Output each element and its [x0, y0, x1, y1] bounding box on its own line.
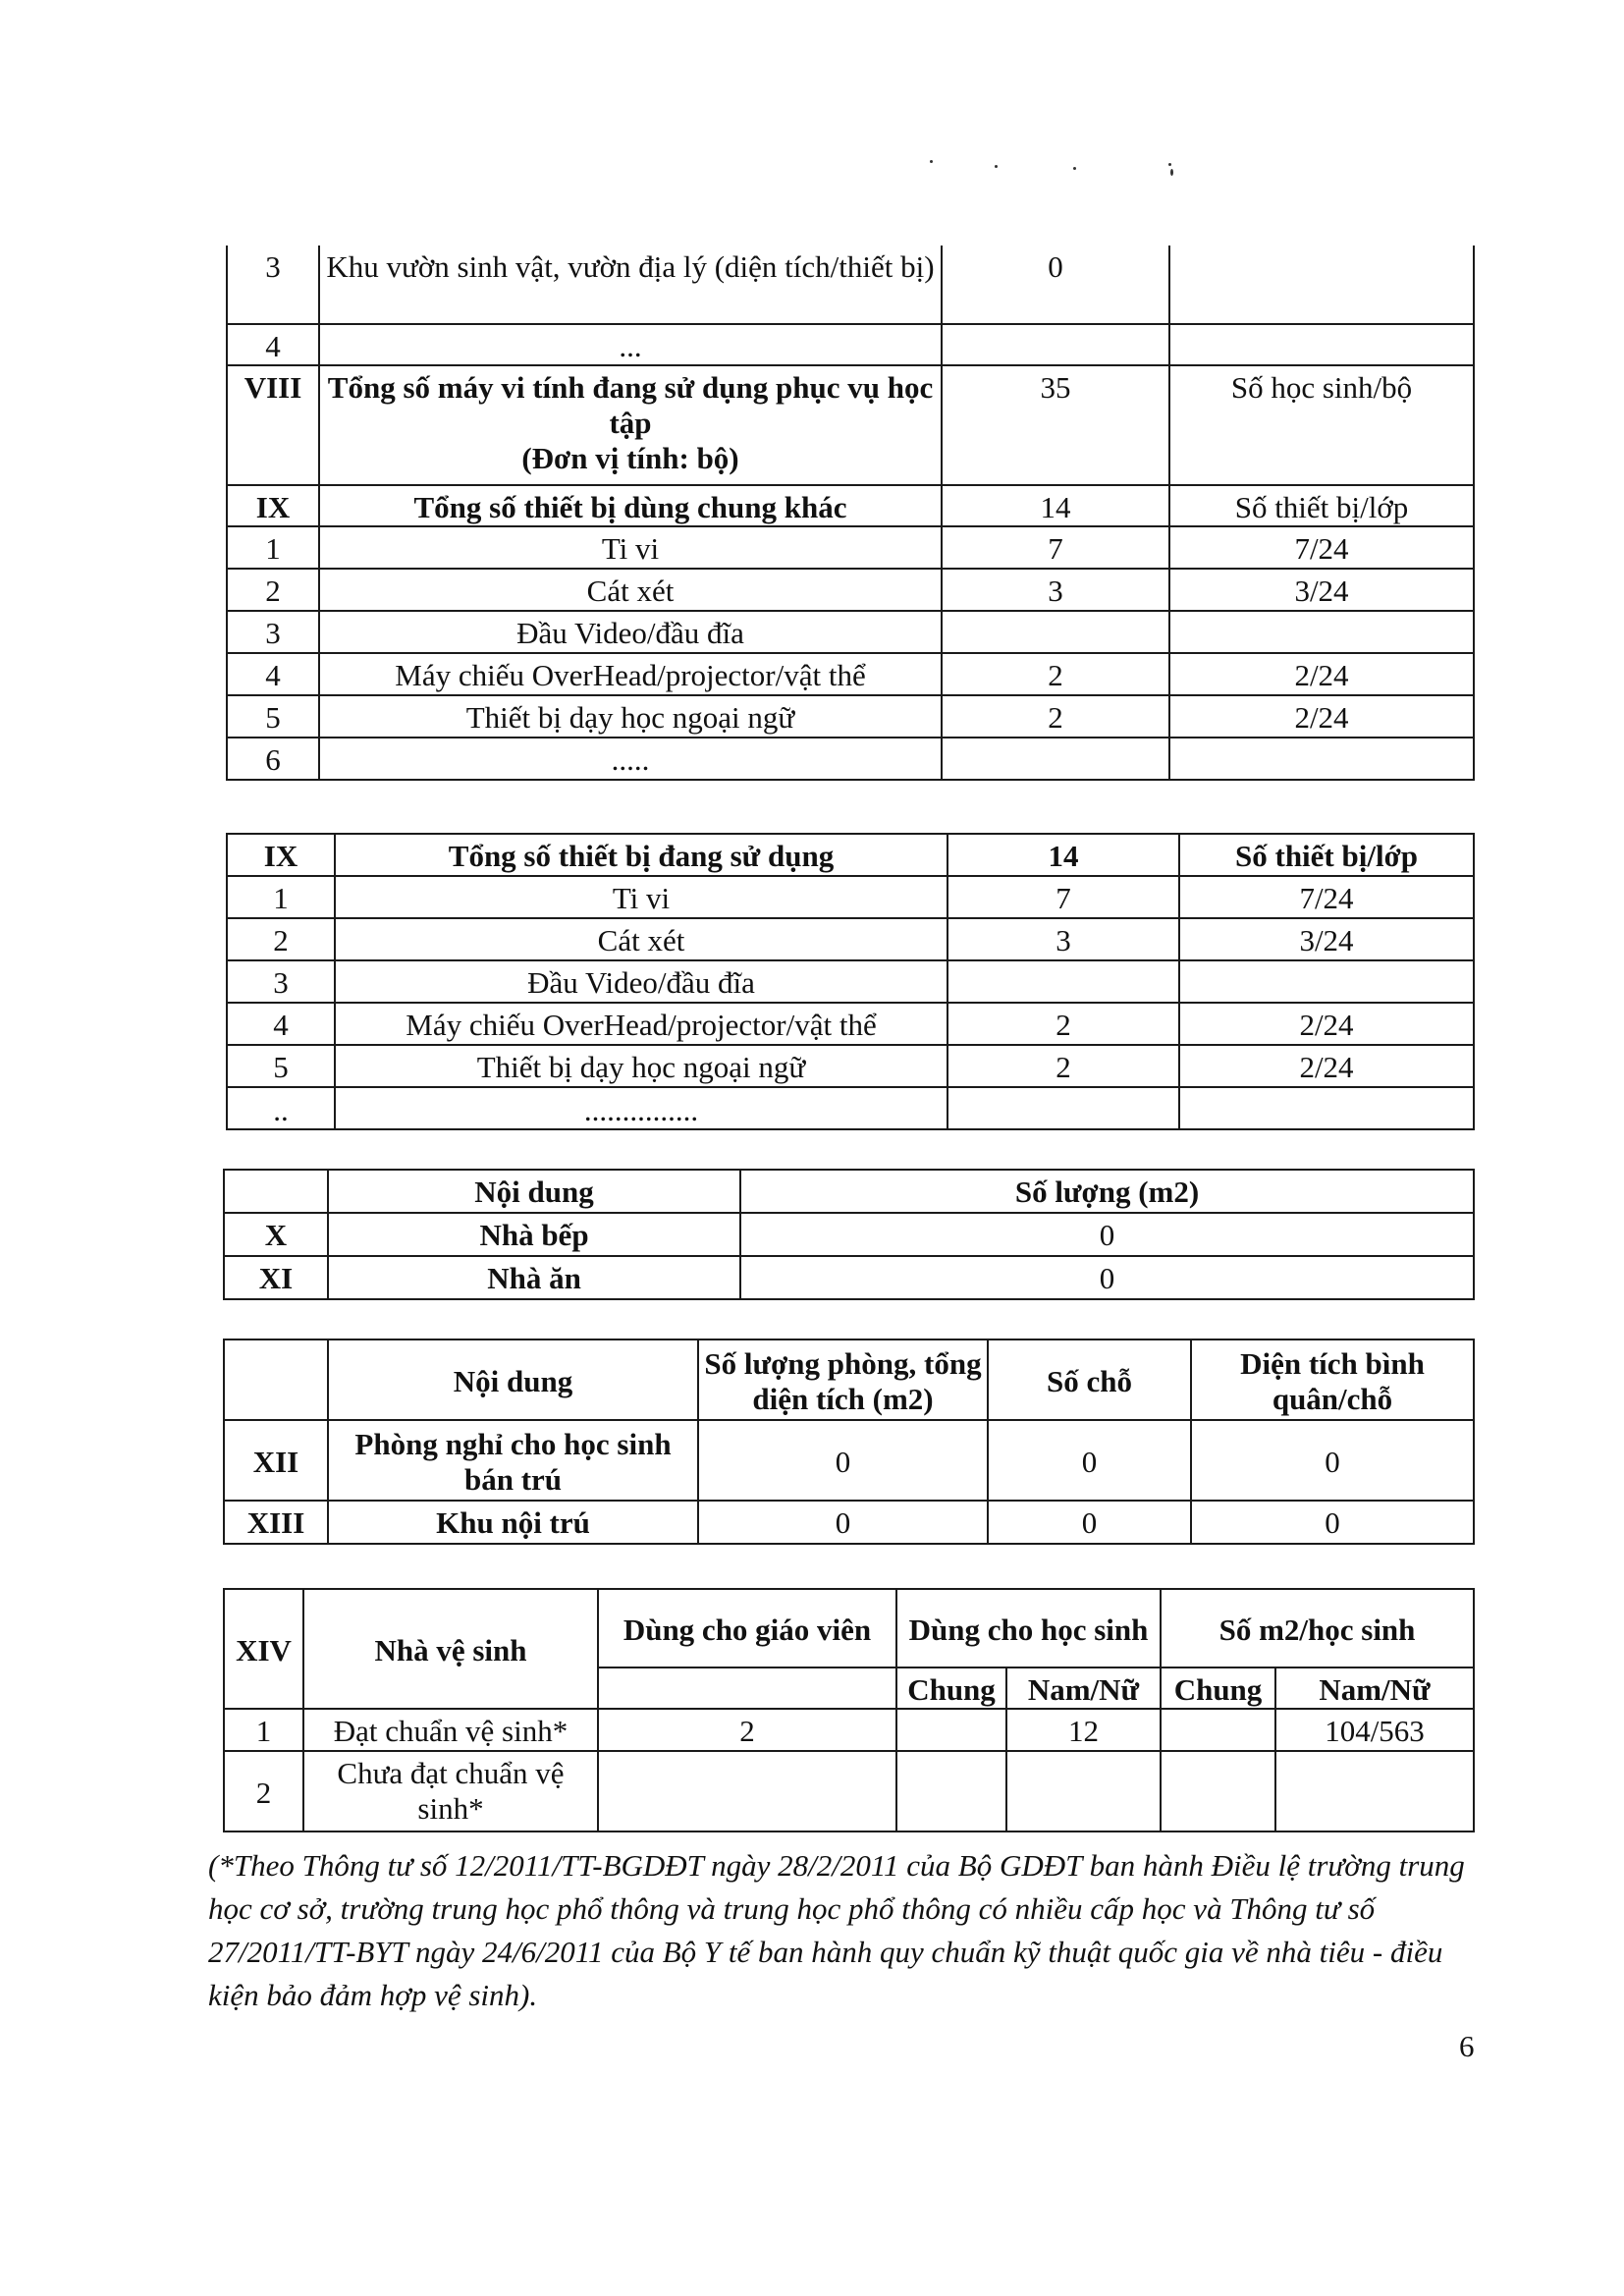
row-number: 1 — [224, 1709, 303, 1751]
header-content: Tổng số thiết bị đang sử dụng — [335, 834, 947, 876]
table-header-row — [227, 834, 1474, 876]
row-quantity: 14 — [942, 485, 1169, 526]
row-student-male-female — [1006, 1751, 1161, 1831]
scan-speck — [1168, 163, 1171, 166]
table-row — [227, 246, 1474, 324]
row-content: Cát xét — [335, 918, 947, 960]
footnote: (*Theo Thông tư số 12/2011/TT-BGDĐT ngày 28/2/2011 của Bộ GDĐT ban hành Điều lệ trường trung học cơ sở, trường trung học phổ thông và trung học phổ thông có nhiều cấp học và Thông tư số 27/2011/TT-BYT ngày 24/6/2011 của Bộ Y tế ban hành quy chuẩn kỹ thuật quốc gia về nhà tiêu - điều kiện bảo đảm hợp vệ sinh). — [208, 1848, 1465, 2012]
table-row — [227, 695, 1474, 738]
row-content: Thiết bị dạy học ngoại ngữ — [335, 1045, 947, 1087]
scan-speck — [1073, 167, 1076, 170]
header-student: Dùng cho học sinh — [896, 1589, 1161, 1667]
row-quantity — [942, 324, 1169, 365]
row-number: VIII — [227, 365, 319, 485]
table-row — [227, 1045, 1474, 1087]
row-content: Phòng nghỉ cho học sinh bán trú — [328, 1420, 698, 1501]
subheader-teacher-empty — [598, 1667, 896, 1709]
equipment-in-use-table — [226, 833, 1475, 1130]
row-rooms: 0 — [698, 1420, 988, 1501]
table-row — [227, 653, 1474, 695]
table-row — [224, 1501, 1474, 1544]
row-content: Khu vườn sinh vật, vườn địa lý (diện tích/thiết bị) — [319, 246, 942, 324]
row-quantity — [947, 960, 1179, 1003]
table-row — [227, 569, 1474, 611]
table-row — [227, 611, 1474, 653]
row-content-main: Tổng số máy vi tính đang sử dụng phục vụ học tập — [327, 370, 934, 440]
table-row — [227, 1087, 1474, 1129]
row-ratio: 3/24 — [1179, 918, 1474, 960]
table-row — [224, 1751, 1474, 1831]
boarding-table — [223, 1339, 1475, 1545]
table-header-row — [224, 1170, 1474, 1213]
row-ratio: 7/24 — [1179, 876, 1474, 918]
header-teacher: Dùng cho giáo viên — [598, 1589, 896, 1667]
toilets-table — [223, 1588, 1475, 1832]
scan-speck — [995, 165, 998, 168]
row-number: 1 — [227, 526, 319, 569]
subheader-m2-common: Chung — [1161, 1667, 1275, 1709]
table-row — [227, 526, 1474, 569]
row-content: Ti vi — [319, 526, 942, 569]
header-number: XIV — [224, 1589, 303, 1709]
scan-speck — [930, 160, 933, 163]
row-ratio — [1169, 611, 1474, 653]
row-ratio: 3/24 — [1169, 569, 1474, 611]
row-number: 3 — [227, 611, 319, 653]
row-quantity: 2 — [947, 1045, 1179, 1087]
table-row — [227, 876, 1474, 918]
row-student-common — [896, 1751, 1006, 1831]
row-content: Đạt chuẩn vệ sinh* — [303, 1709, 598, 1751]
row-ratio — [1179, 1087, 1474, 1129]
table-row — [227, 1003, 1474, 1045]
row-ratio: 2/24 — [1179, 1045, 1474, 1087]
row-number: 5 — [227, 1045, 335, 1087]
row-number: 4 — [227, 653, 319, 695]
table-header-row — [224, 1339, 1474, 1420]
row-teacher: 2 — [598, 1709, 896, 1751]
header-quantity: Số lượng (m2) — [740, 1170, 1474, 1213]
row-number: 1 — [227, 876, 335, 918]
row-quantity: 7 — [947, 876, 1179, 918]
header-seats: Số chỗ — [988, 1339, 1191, 1420]
row-teacher — [598, 1751, 896, 1831]
table-header-row — [224, 1589, 1474, 1667]
row-ratio — [1179, 960, 1474, 1003]
row-quantity: 0 — [740, 1256, 1474, 1299]
row-student-male-female: 12 — [1006, 1709, 1161, 1751]
row-content: Nhà bếp — [328, 1213, 740, 1256]
header-number: IX — [227, 834, 335, 876]
page-number: 6 — [1459, 2029, 1475, 2063]
row-content: Máy chiếu OverHead/projector/vật thể — [319, 653, 942, 695]
table-row — [224, 1256, 1474, 1299]
header-number — [224, 1339, 328, 1420]
row-number: 3 — [227, 960, 335, 1003]
row-number: 2 — [227, 569, 319, 611]
table-row — [227, 324, 1474, 365]
equipment-table — [226, 246, 1475, 781]
subheader-student-common: Chung — [896, 1667, 1006, 1709]
row-ratio — [1169, 246, 1474, 324]
row-number: 4 — [227, 324, 319, 365]
row-content: Nhà ăn — [328, 1256, 740, 1299]
row-m2-common — [1161, 1751, 1275, 1831]
row-content — [319, 365, 942, 485]
header-number — [224, 1170, 328, 1213]
subheader-m2-male-female: Nam/Nữ — [1275, 1667, 1474, 1709]
row-quantity: 2 — [947, 1003, 1179, 1045]
row-number: XIII — [224, 1501, 328, 1544]
row-quantity: 3 — [947, 918, 1179, 960]
table-row — [227, 918, 1474, 960]
row-m2-male-female: 104/563 — [1275, 1709, 1474, 1751]
table-row — [224, 1709, 1474, 1751]
row-number: 4 — [227, 1003, 335, 1045]
row-student-common — [896, 1709, 1006, 1751]
row-quantity — [947, 1087, 1179, 1129]
row-content: Ti vi — [335, 876, 947, 918]
row-ratio: 2/24 — [1169, 653, 1474, 695]
row-ratio: Số thiết bị/lớp — [1169, 485, 1474, 526]
row-content: Đầu Video/đầu đĩa — [319, 611, 942, 653]
row-content: Máy chiếu OverHead/projector/vật thể — [335, 1003, 947, 1045]
header-quantity: 14 — [947, 834, 1179, 876]
row-quantity: 3 — [942, 569, 1169, 611]
row-content: ... — [319, 324, 942, 365]
scan-speck — [1170, 169, 1173, 176]
row-quantity: 2 — [942, 695, 1169, 738]
row-number: XII — [224, 1420, 328, 1501]
header-m2-per-student: Số m2/học sinh — [1161, 1589, 1474, 1667]
row-average: 0 — [1191, 1501, 1474, 1544]
row-ratio — [1169, 324, 1474, 365]
row-quantity — [942, 611, 1169, 653]
row-quantity: 0 — [740, 1213, 1474, 1256]
row-ratio — [1169, 738, 1474, 780]
row-quantity — [942, 738, 1169, 780]
row-m2-common — [1161, 1709, 1275, 1751]
row-content: Khu nội trú — [328, 1501, 698, 1544]
row-rooms: 0 — [698, 1501, 988, 1544]
table-row — [227, 485, 1474, 526]
row-number: 2 — [224, 1751, 303, 1831]
row-ratio: 7/24 — [1169, 526, 1474, 569]
row-content: Thiết bị dạy học ngoại ngữ — [319, 695, 942, 738]
row-average: 0 — [1191, 1420, 1474, 1501]
row-seats: 0 — [988, 1420, 1191, 1501]
row-content-unit: (Đơn vị tính: bộ) — [521, 441, 739, 475]
header-average: Diện tích bình quân/chỗ — [1191, 1339, 1474, 1420]
row-number: 6 — [227, 738, 319, 780]
row-quantity: 7 — [942, 526, 1169, 569]
row-ratio: 2/24 — [1179, 1003, 1474, 1045]
header-content: Nội dung — [328, 1339, 698, 1420]
row-number: X — [224, 1213, 328, 1256]
row-content: Chưa đạt chuẩn vệ sinh* — [303, 1751, 598, 1831]
row-quantity: 2 — [942, 653, 1169, 695]
row-number: IX — [227, 485, 319, 526]
header-ratio: Số thiết bị/lớp — [1179, 834, 1474, 876]
row-content: Tổng số thiết bị dùng chung khác — [319, 485, 942, 526]
table-row — [224, 1213, 1474, 1256]
row-quantity: 35 — [942, 365, 1169, 485]
row-ratio: Số học sinh/bộ — [1169, 365, 1474, 485]
row-number: .. — [227, 1087, 335, 1129]
row-content: Cát xét — [319, 569, 942, 611]
row-content: ............... — [335, 1087, 947, 1129]
header-rooms: Số lượng phòng, tổng diện tích (m2) — [698, 1339, 988, 1420]
row-content: ..... — [319, 738, 942, 780]
row-number: 2 — [227, 918, 335, 960]
header-content: Nội dung — [328, 1170, 740, 1213]
row-m2-male-female — [1275, 1751, 1474, 1831]
table-row — [227, 738, 1474, 780]
row-content: Đầu Video/đầu đĩa — [335, 960, 947, 1003]
table-row — [227, 365, 1474, 485]
table-row — [224, 1420, 1474, 1501]
row-quantity: 0 — [942, 246, 1169, 324]
row-number: XI — [224, 1256, 328, 1299]
table-row — [227, 960, 1474, 1003]
row-seats: 0 — [988, 1501, 1191, 1544]
header-content: Nhà vệ sinh — [303, 1589, 598, 1709]
subheader-student-male-female: Nam/Nữ — [1006, 1667, 1161, 1709]
row-number: 3 — [227, 246, 319, 324]
row-ratio: 2/24 — [1169, 695, 1474, 738]
kitchen-table — [223, 1169, 1475, 1300]
row-number: 5 — [227, 695, 319, 738]
